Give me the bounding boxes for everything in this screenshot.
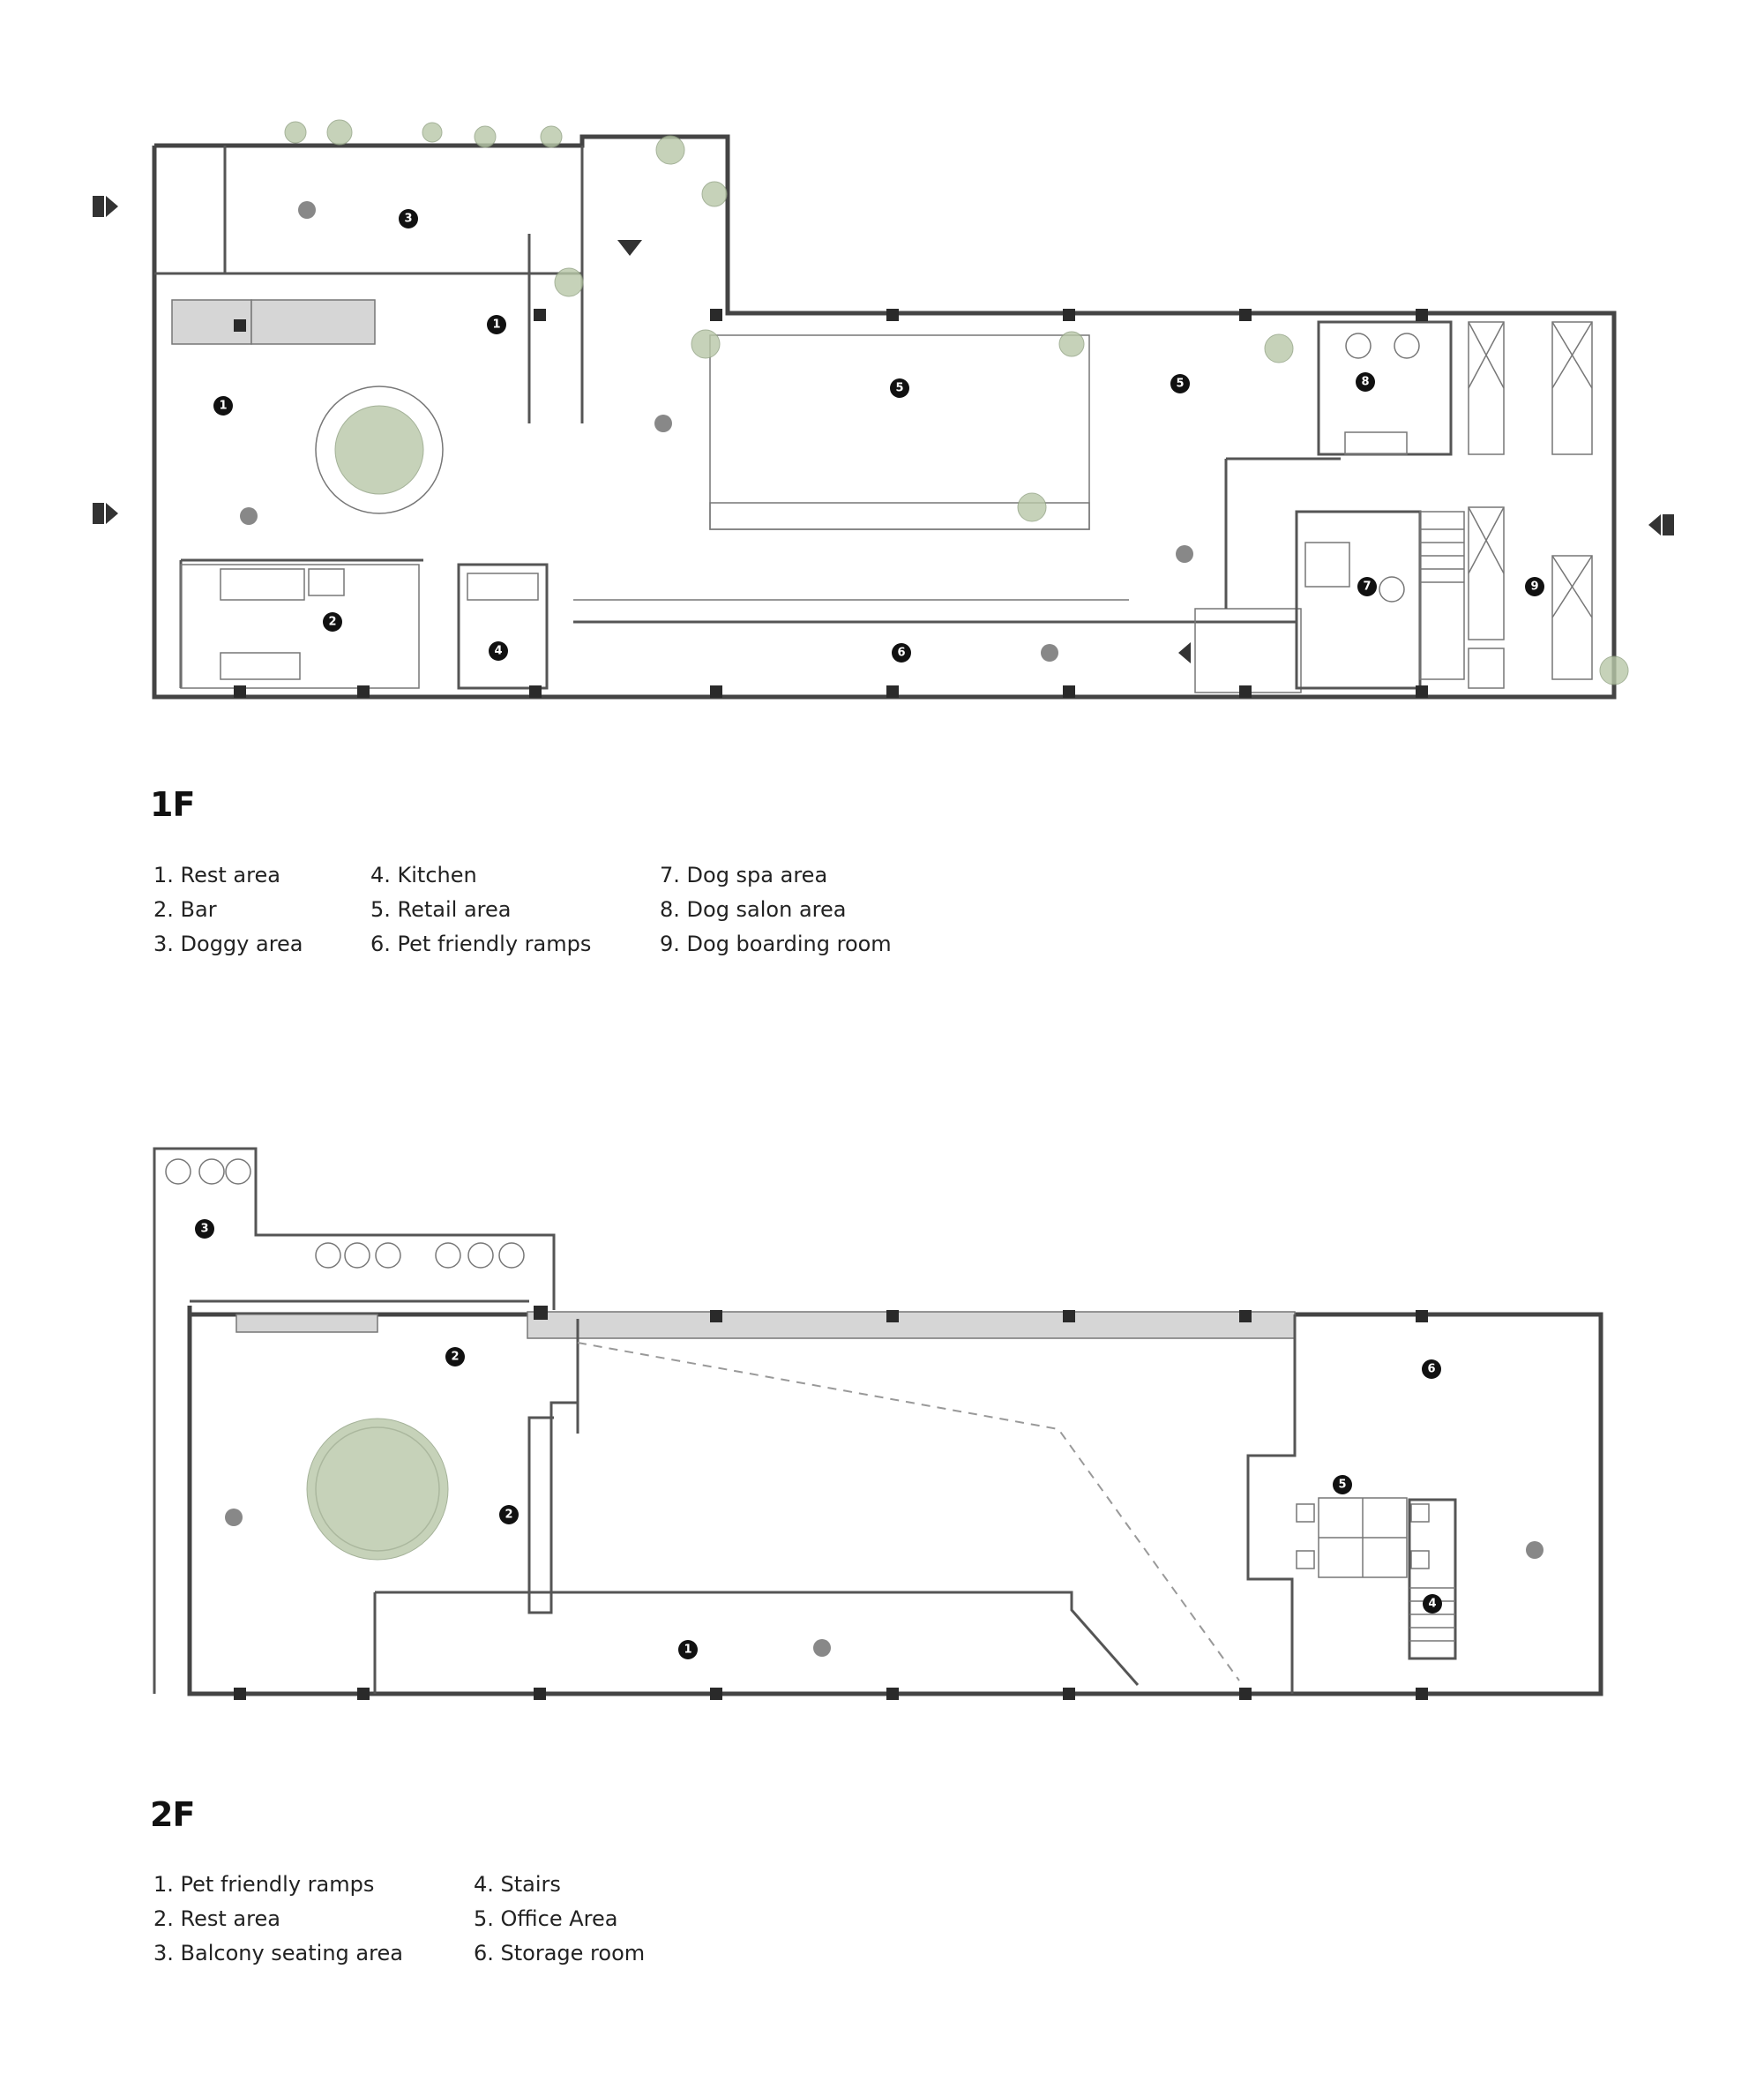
svg-text:2: 2: [328, 615, 337, 629]
floor-title-1f: 1F: [150, 785, 195, 824]
room-marker: [1356, 372, 1375, 392]
room-marker: [399, 209, 418, 228]
legend-item: 8. Dog salon area: [660, 897, 847, 922]
svg-text:1: 1: [219, 399, 228, 413]
room-marker: [1333, 1475, 1352, 1494]
svg-text:9: 9: [1530, 580, 1539, 594]
svg-text:5: 5: [895, 381, 904, 395]
legend-item: 5. Office Area: [474, 1906, 618, 1931]
legend-2f-col-1: [153, 1868, 403, 1971]
svg-text:4: 4: [494, 644, 503, 658]
legend-item: 3. Balcony seating area: [153, 1941, 403, 1965]
svg-text:3: 3: [404, 212, 413, 226]
legend-item: 4. Kitchen: [370, 863, 477, 887]
svg-text:5: 5: [1338, 1478, 1347, 1492]
legend-item: 1. Rest area: [153, 863, 280, 887]
legend-item: 6. Storage room: [474, 1941, 646, 1965]
floor-plan-2f-drawing: [0, 1129, 1764, 1711]
room-marker: [499, 1505, 519, 1524]
room-marker: [445, 1347, 465, 1366]
svg-text:6: 6: [897, 646, 906, 660]
room-marker: [195, 1219, 214, 1239]
room-marker: [678, 1640, 698, 1659]
legend-item: 7. Dog spa area: [660, 863, 828, 887]
svg-text:7: 7: [1363, 580, 1372, 594]
svg-text:2: 2: [505, 1508, 513, 1522]
legend-item: 9. Dog boarding room: [660, 932, 892, 956]
legend-item: 4. Stairs: [474, 1872, 561, 1897]
legend-item: 2. Bar: [153, 897, 217, 922]
room-marker: [890, 378, 909, 398]
room-marker: [1357, 577, 1377, 596]
svg-text:1: 1: [492, 318, 501, 332]
floor-plan-2f: [0, 1129, 1764, 1711]
svg-text:2: 2: [451, 1350, 460, 1364]
svg-text:6: 6: [1427, 1362, 1436, 1376]
room-marker: [1422, 1359, 1441, 1379]
legend-item: 3. Doggy area: [153, 932, 303, 956]
room-marker: [1170, 374, 1190, 393]
legend-item: 1. Pet friendly ramps: [153, 1872, 375, 1897]
floor-title-2f: 2F: [150, 1795, 195, 1834]
floor-plan-1f-drawing: [0, 0, 1764, 723]
room-marker: [487, 315, 506, 334]
room-marker: [489, 641, 508, 661]
legend-1f-col-3: [660, 858, 892, 962]
legend-item: 2. Rest area: [153, 1906, 280, 1931]
legend-item: 6. Pet friendly ramps: [370, 932, 592, 956]
legend-1f-col-1: [153, 858, 303, 962]
svg-text:5: 5: [1176, 377, 1185, 391]
svg-text:1: 1: [684, 1643, 692, 1657]
room-marker: [1423, 1594, 1442, 1614]
legend-2f-col-2: [474, 1868, 645, 1971]
floor-plan-1f: [0, 0, 1764, 723]
svg-text:4: 4: [1428, 1597, 1437, 1611]
svg-text:8: 8: [1361, 375, 1370, 389]
room-marker: [323, 612, 342, 632]
room-marker: [892, 643, 911, 663]
legend-1f-col-2: [370, 858, 591, 962]
room-marker: [1525, 577, 1544, 596]
room-marker: [213, 396, 233, 416]
svg-text:3: 3: [200, 1222, 209, 1236]
legend-item: 5. Retail area: [370, 897, 512, 922]
